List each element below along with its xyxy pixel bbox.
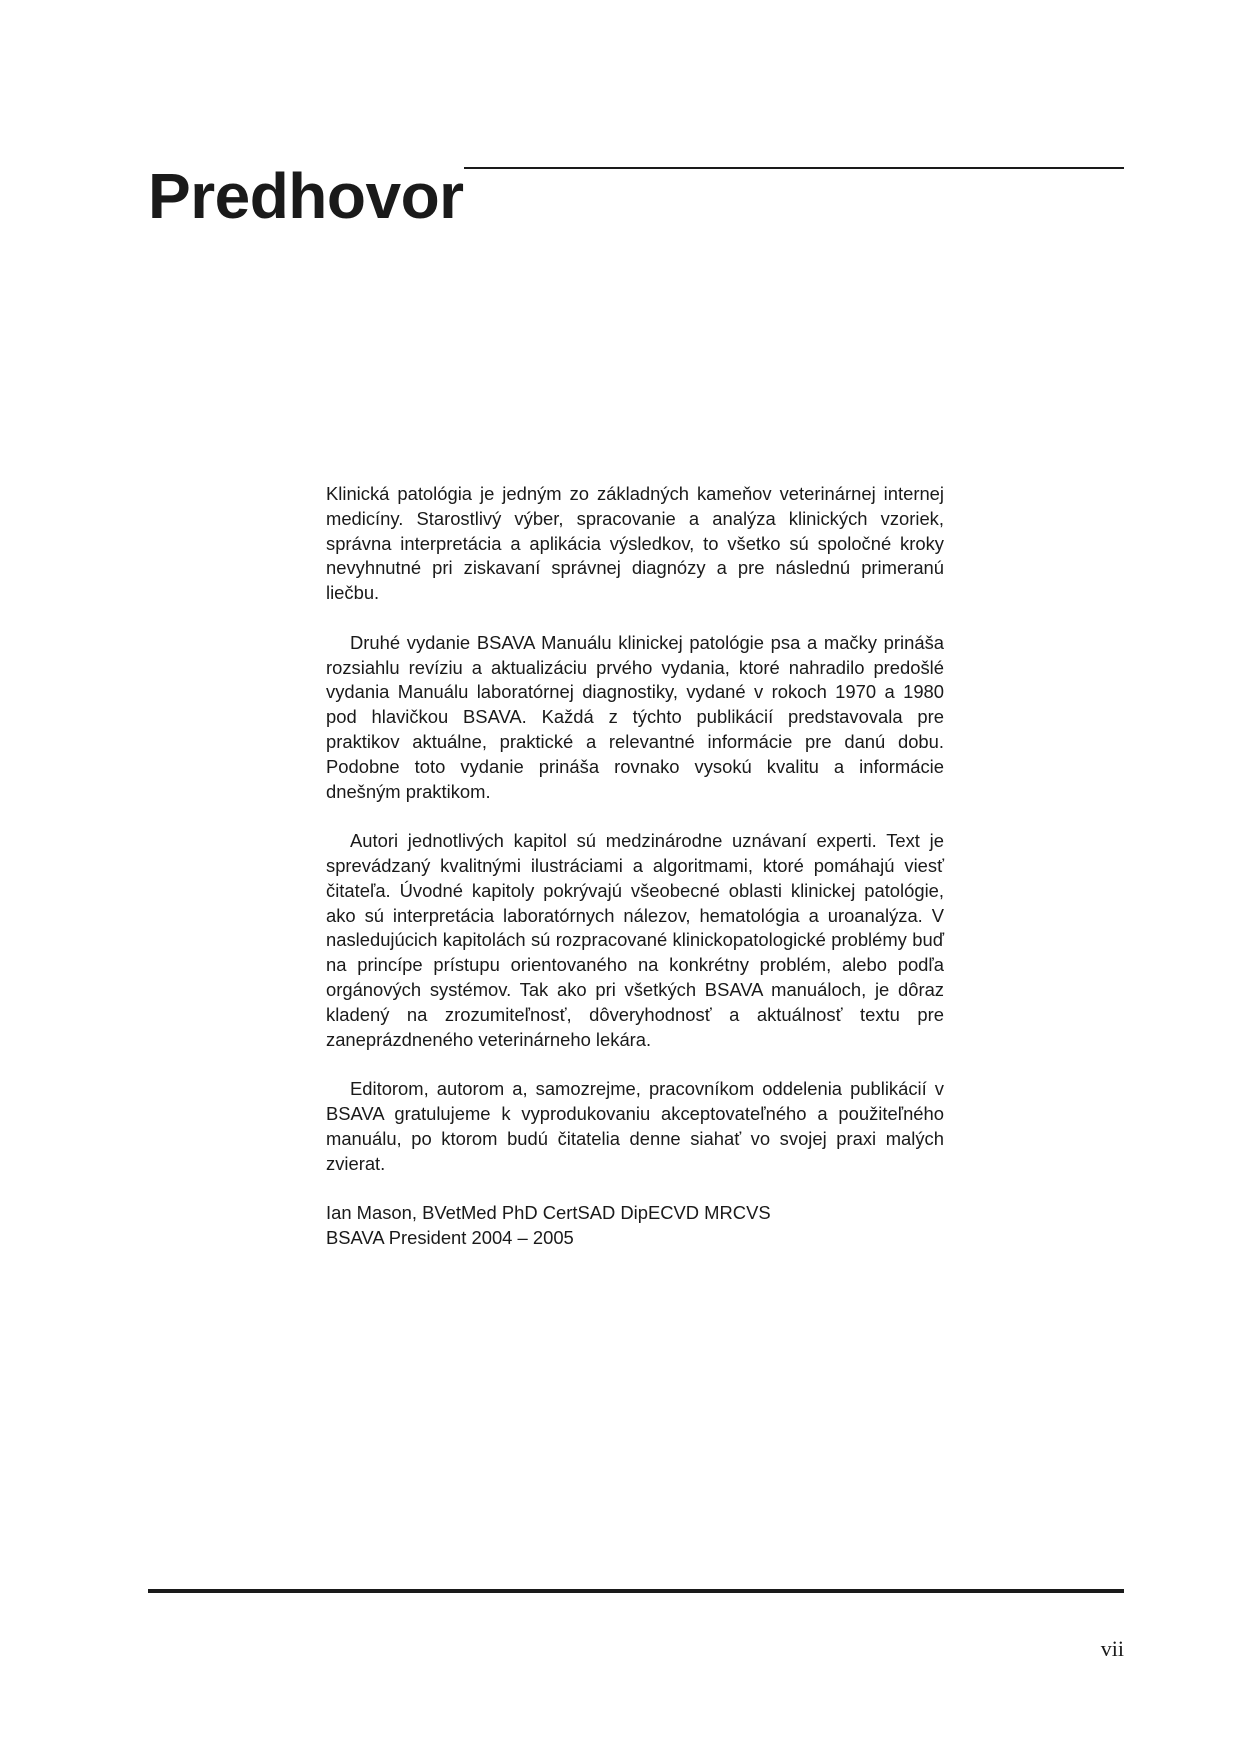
paragraph-3: Autori jednotlivých kapitol sú medzinárodne uznávaní experti. Text je sprevádzaný kvalitnými ilustráciami a algoritmami, ktoré pomáhajú viesť čitateľa. Úvodné kapitoly pokrývajú všeobecné oblasti klinickej patológie, ako sú interpretácia laboratórnych nálezov, hematológia a uroanalýza. V nasledujúcich kapitolách sú rozpracované klinickopatologické problémy buď na princípe prístupu orientovaného na konkrétny problém, alebo podľa orgánových systémov. Tak ako pri všetkých BSAVA manuáloch, je dôraz kladený na zrozumiteľnosť, dôveryhodnosť a aktuálnosť textu pre zaneprázdneného veterinárneho lekára. (326, 830, 944, 1050)
page-title: Predhovor (148, 160, 464, 232)
paragraph-2: Druhé vydanie BSAVA Manuálu klinickej patológie psa a mačky prináša rozsiahlu revíziu a aktualizáciu prvého vydania, ktoré nahradilo predošlé vydania Manuálu laboratórnej diagnostiky, vydané v rokoch 1970 a 1980 pod hlavičkou BSAVA. Každá z týchto publikácií predstavovala pre praktikov aktuálne, praktické a relevantné informácie pre danú dobu. Podobne toto vydanie prináša rovnako vysokú kvalitu a informácie dnešným praktikom. (326, 631, 944, 802)
signature-name: Ian Mason, BVetMed PhD CertSAD DipECVD MRCVS (326, 1202, 771, 1224)
signature-role: BSAVA President 2004 – 2005 (326, 1226, 574, 1248)
signature-block (326, 1201, 944, 1251)
title-rule (464, 167, 1124, 169)
paragraph-4: Editorom, autorom a, samozrejme, pracovníkom oddelenia publikácií v BSAVA gratulujeme k vyprodukovaniu akceptovateľného a použiteľného manuálu, po ktorom budú čitatelia denne siahať vo svojej praxi malých zvierat. (326, 1078, 944, 1174)
page-number: vii (1100, 1636, 1124, 1661)
footer-rule (148, 1589, 1124, 1593)
paragraph-1: Klinická patológia je jedným zo základných kameňov veterinárnej internej medicíny. Starostlivý výber, spracovanie a analýza klinických vzoriek, správna interpretácia a aplikácia výsledkov, to všetko sú spoločné kroky nevyhnutné pri ziskavaní správnej diagnózy a pre následnú primeranú liečbu. (326, 483, 944, 604)
foreword-body (326, 482, 944, 1251)
